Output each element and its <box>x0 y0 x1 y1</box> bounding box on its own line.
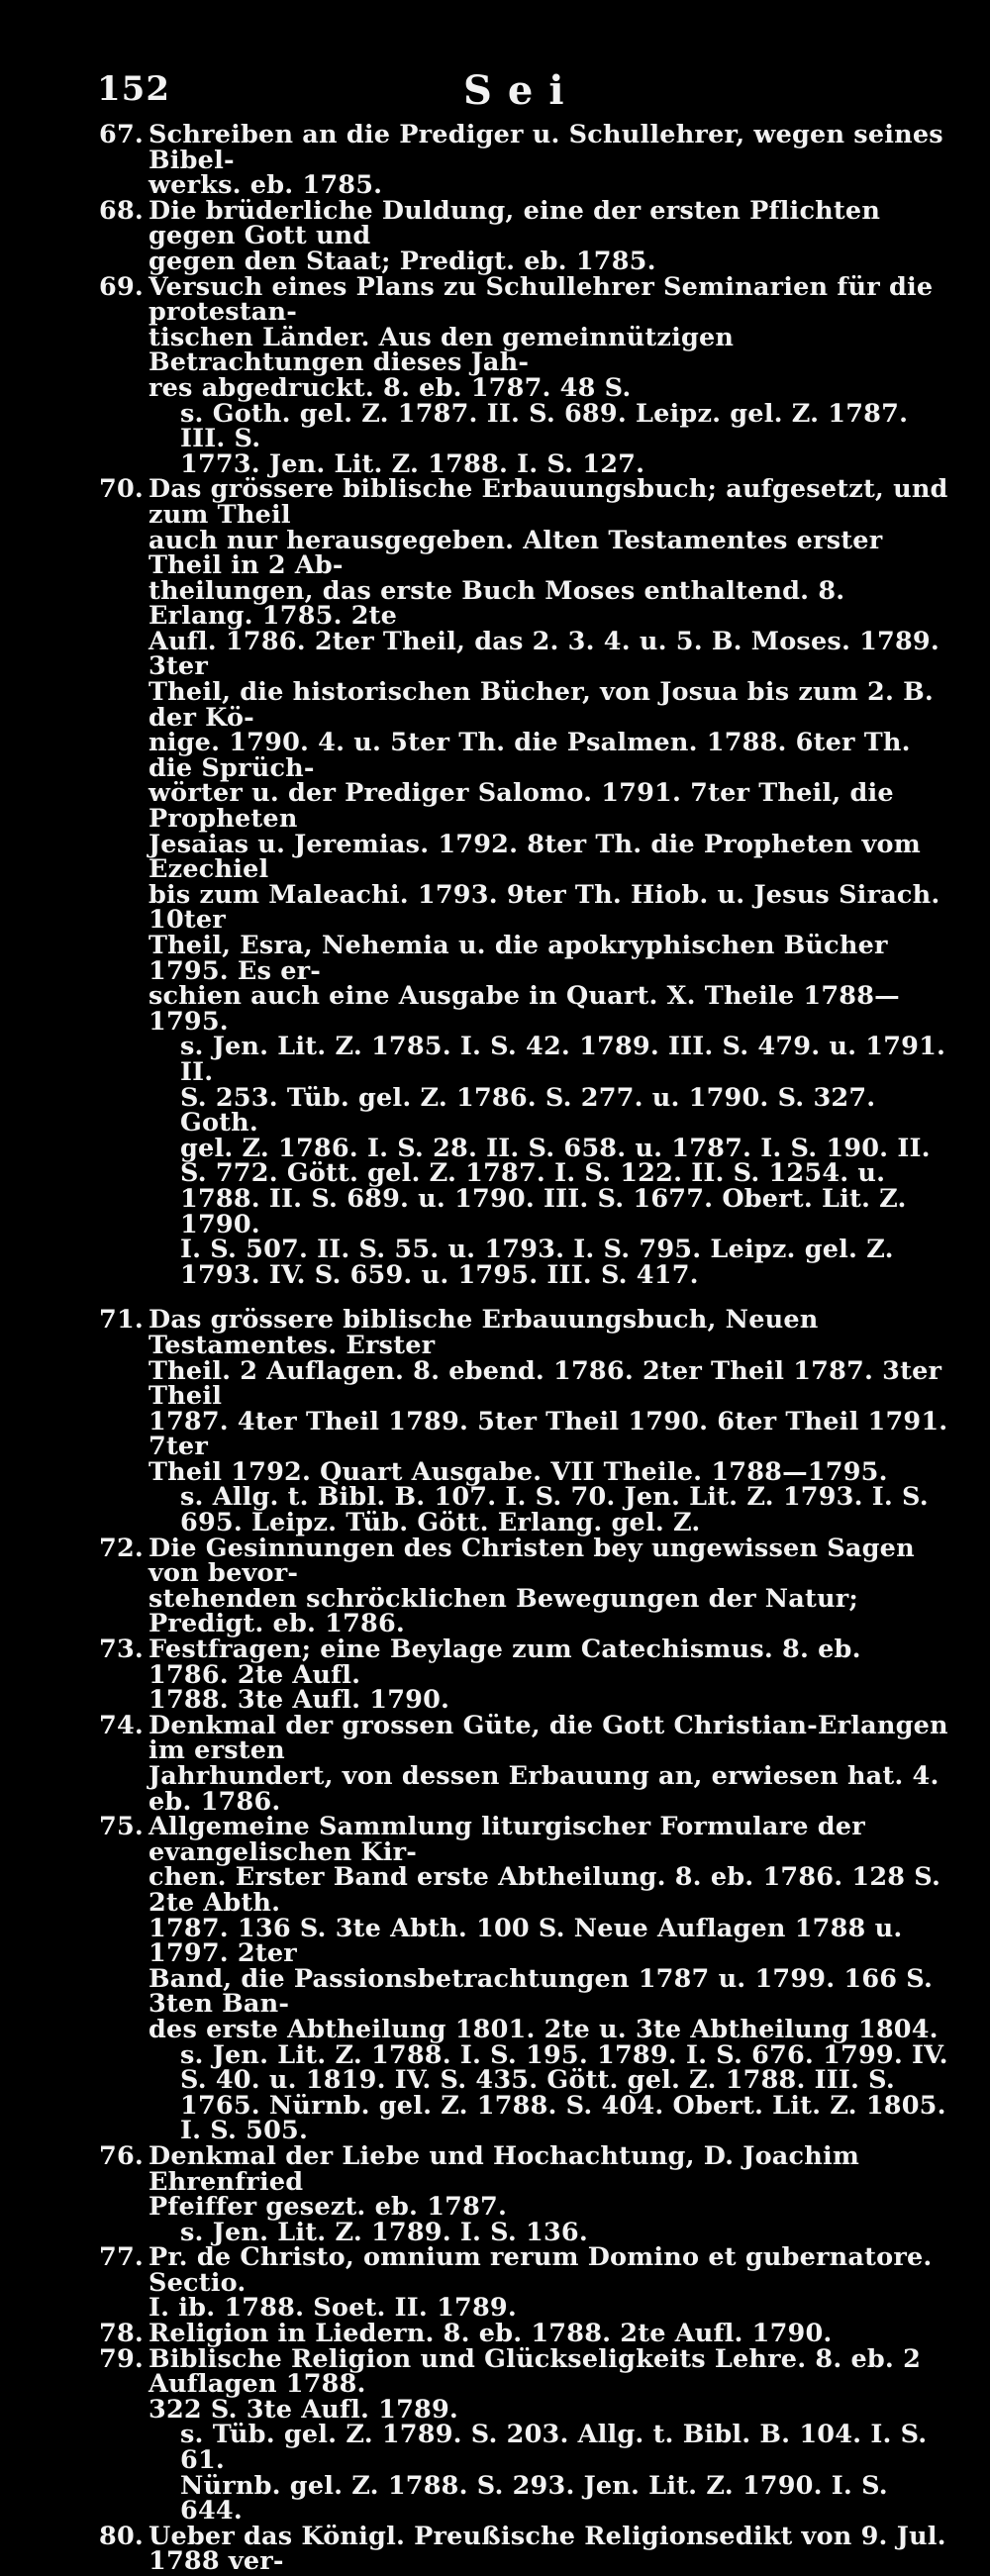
entry-text: Pr. de Christo, omnium rerum Domino et gubernatore. Sectio. I. ib. 1788. Soet. II. 1789. <box>148 2242 933 2324</box>
bibliography-entry-67 <box>99 120 948 201</box>
entry-text: Denkmal der grossen Güte, die Gott Christian-Erlangen im ersten Jahrhundert, von dessen Erbauung an, erwiesen hat. 4. eb. 1786. <box>148 1710 948 1817</box>
entry-review-references: s. Goth. gel. Z. 1787. II. S. 689. Leipz. gel. Z. 1787. III. S. 1773. Jen. Lit. Z. 1788. I. S. 127. <box>180 398 909 479</box>
entry-text: Religion in Liedern. 8. eb. 1788. 2te Aufl. 1790. <box>148 2319 833 2349</box>
entry-text: Biblische Religion und Glückseligkeits Lehre. 8. eb. 2 Auflagen 1788. 322 S. 3te Aufl. 1789. <box>148 2343 922 2425</box>
bibliography-entry-70 <box>99 474 948 1290</box>
entry-number: 68. <box>99 195 144 226</box>
bibliography-entry-76 <box>99 2140 948 2247</box>
bibliography-entry-74 <box>99 1710 948 1817</box>
bibliography-entry-68 <box>99 195 948 276</box>
entry-review-references: s. Jen. Lit. Z. 1789. I. S. 136. <box>180 2217 588 2247</box>
entry-review-references: s. Allg. t. Bibl. B. 107. I. S. 70. Jen. Lit. Z. 1793. I. S. 695. Leipz. Tüb. Gött. Erlang. gel. Z. <box>180 1482 929 1538</box>
bibliography-entry-72 <box>99 1533 948 1639</box>
entry-number: 75. <box>99 1812 144 1842</box>
entry-text: Schreiben an die Prediger u. Schullehrer, wegen seines Bibel- werks. eb. 1785. <box>148 120 943 201</box>
entry-review-references: s. Tüb. gel. Z. 1789. S. 203. Allg. t. Bibl. B. 104. I. S. 61. Nürnb. gel. Z. 1788. S. 293. Jen. Lit. Z. 1790. I. S. 644. <box>180 2420 928 2526</box>
entry-number: 80. <box>99 2521 144 2551</box>
entry-text: Versuch eines Plans zu Schullehrer Seminarien für die protestan- tischen Länder. Aus den gemeinnützigen Betrachtungen dieses Jah- res abgedruckt. 8. eb. 1787. 48 S. <box>148 271 934 403</box>
entry-number: 69. <box>99 271 144 302</box>
bibliography-entry-71 <box>99 1305 948 1538</box>
entry-text: Allgemeine Sammlung liturgischer Formulare der evangelischen Kir- chen. Erster Band erste Abtheilung. 8. eb. 1786. 128 S. 2te Abth. 1787. 136 S. 3te Abth. 100 S. Neue Auflagen 1788 u. 1797. 2ter Band, die Passionsbetrachtungen 1787 u. 1799. 166 S. 3ten Ban- des erste Abtheilung 1801. 2te u. 3te Abtheilung 1804. <box>148 1812 941 2044</box>
entry-number: 74. <box>99 1710 144 1740</box>
entry-review-references: s. Jen. Lit. Z. 1788. I. S. 195. 1789. I. S. 676. 1799. IV. S. 40. u. 1819. IV. S. 435. Gött. gel. Z. 1788. III. S. 1765. Nürnb. gel. Z. 1788. S. 404. Obert. Lit. Z. 1805. I. S. 505. <box>180 2039 948 2146</box>
entry-text: Das grössere biblische Erbauungsbuch, Neuen Testamentes. Erster Theil. 2 Auflagen. 8. ebend. 1786. 2ter Theil 1787. 3ter Theil 1787. 4ter Theil 1789. 5ter Theil 1790. 6ter Theil 1791. 7ter Theil 1792. Quart Ausgabe. VII Theile. 1788—1795. <box>148 1305 948 1487</box>
bibliography-entry-78 <box>99 2319 948 2349</box>
bibliography-entry-75 <box>99 1812 948 2146</box>
entry-review-references: s. Jen. Lit. Z. 1785. I. S. 42. 1789. III. S. 479. u. 1791. II. S. 253. Tüb. gel. Z. 1786. S. 277. u. 1790. S. 327. Goth. gel. Z. 1786. I. S. 28. II. S. 658. u. 1787. I. S. 190. II. S. 772. Gött. gel. Z. 1787. I. S. 122. II. S. 1254. u. 1788. II. S. 689. u. 1790. III. S. 1677. Obert. Lit. Z. 1790. I. S. 507. II. S. 55. u. 1793. I. S. 795. Leipz. gel. Z. 1793. IV. S. 659. u. 1795. III. S. 417. <box>180 1032 946 1290</box>
entry-text: Festfragen; eine Beylage zum Catechismus. 8. eb. 1786. 2te Aufl. 1788. 3te Aufl. 1790. <box>148 1635 861 1716</box>
entry-number: 67. <box>99 120 144 149</box>
bibliography-entry-77 <box>99 2242 948 2324</box>
page-header <box>97 69 948 119</box>
entry-number: 70. <box>99 474 144 505</box>
bibliography-entry-79 <box>99 2343 948 2526</box>
bibliography-list <box>99 120 948 2576</box>
entry-text: Die brüderliche Duldung, eine der ersten Pflichten gegen Gott und gegen den Staat; Predigt. eb. 1785. <box>148 195 881 276</box>
entry-number: 79. <box>99 2343 144 2374</box>
entry-number: 71. <box>99 1305 144 1336</box>
entry-text: Das grössere biblische Erbauungsbuch; aufgesetzt, und zum Theil auch nur herausgegeben. Alten Testamentes erster Theil in 2 Ab- theilungen, das erste Buch Moses enthaltend. 8. Erlang. 1785. 2te Aufl. 1786. 2ter Theil, das 2. 3. 4. u. 5. B. Moses. 1789. 3ter Theil, die historischen Bücher, von Josua bis zum 2. B. der Kö- nige. 1790. 4. u. 5ter Th. die Psalmen. 1788. 6ter Th. die Sprüch- wörter u. der Prediger Salomo. 1791. 7ter Theil, die Propheten Jesaias u. Jeremias. 1792. 8ter Th. die Propheten vom Ezechiel bis zum Maleachi. 1793. 9ter Th. Hiob. u. Jesus Sirach. 10ter Theil, Esra, Nehemia u. die apokryphischen Bücher 1795. Es er- schien auch eine Ausgabe in Quart. X. Theile 1788—1795. <box>148 474 948 1037</box>
bibliography-entry-69 <box>99 271 948 479</box>
bibliography-entry-80 <box>99 2521 948 2576</box>
entry-number: 78. <box>99 2319 144 2349</box>
entry-number: 73. <box>99 1635 144 1665</box>
page-number: 152 <box>97 69 170 109</box>
entry-text: Die Gesinnungen des Christen bey ungewissen Sagen von bevor- stehenden schröcklichen Bewegungen der Natur; Predigt. eb. 1786. <box>148 1533 915 1639</box>
entry-text: Denkmal der Liebe und Hochachtung, D. Joachim Ehrenfried Pfeiffer gesezt. eb. 1787. <box>148 2140 860 2223</box>
entry-number: 72. <box>99 1533 144 1563</box>
entry-number: 76. <box>99 2140 144 2171</box>
running-head: Sei <box>463 67 580 114</box>
entry-number: 77. <box>99 2242 144 2273</box>
entry-text: Ueber das Königl. Preußische Religionsedikt von 9. Jul. 1788 ver- <box>148 2521 946 2576</box>
bibliography-entry-73 <box>99 1637 948 1714</box>
